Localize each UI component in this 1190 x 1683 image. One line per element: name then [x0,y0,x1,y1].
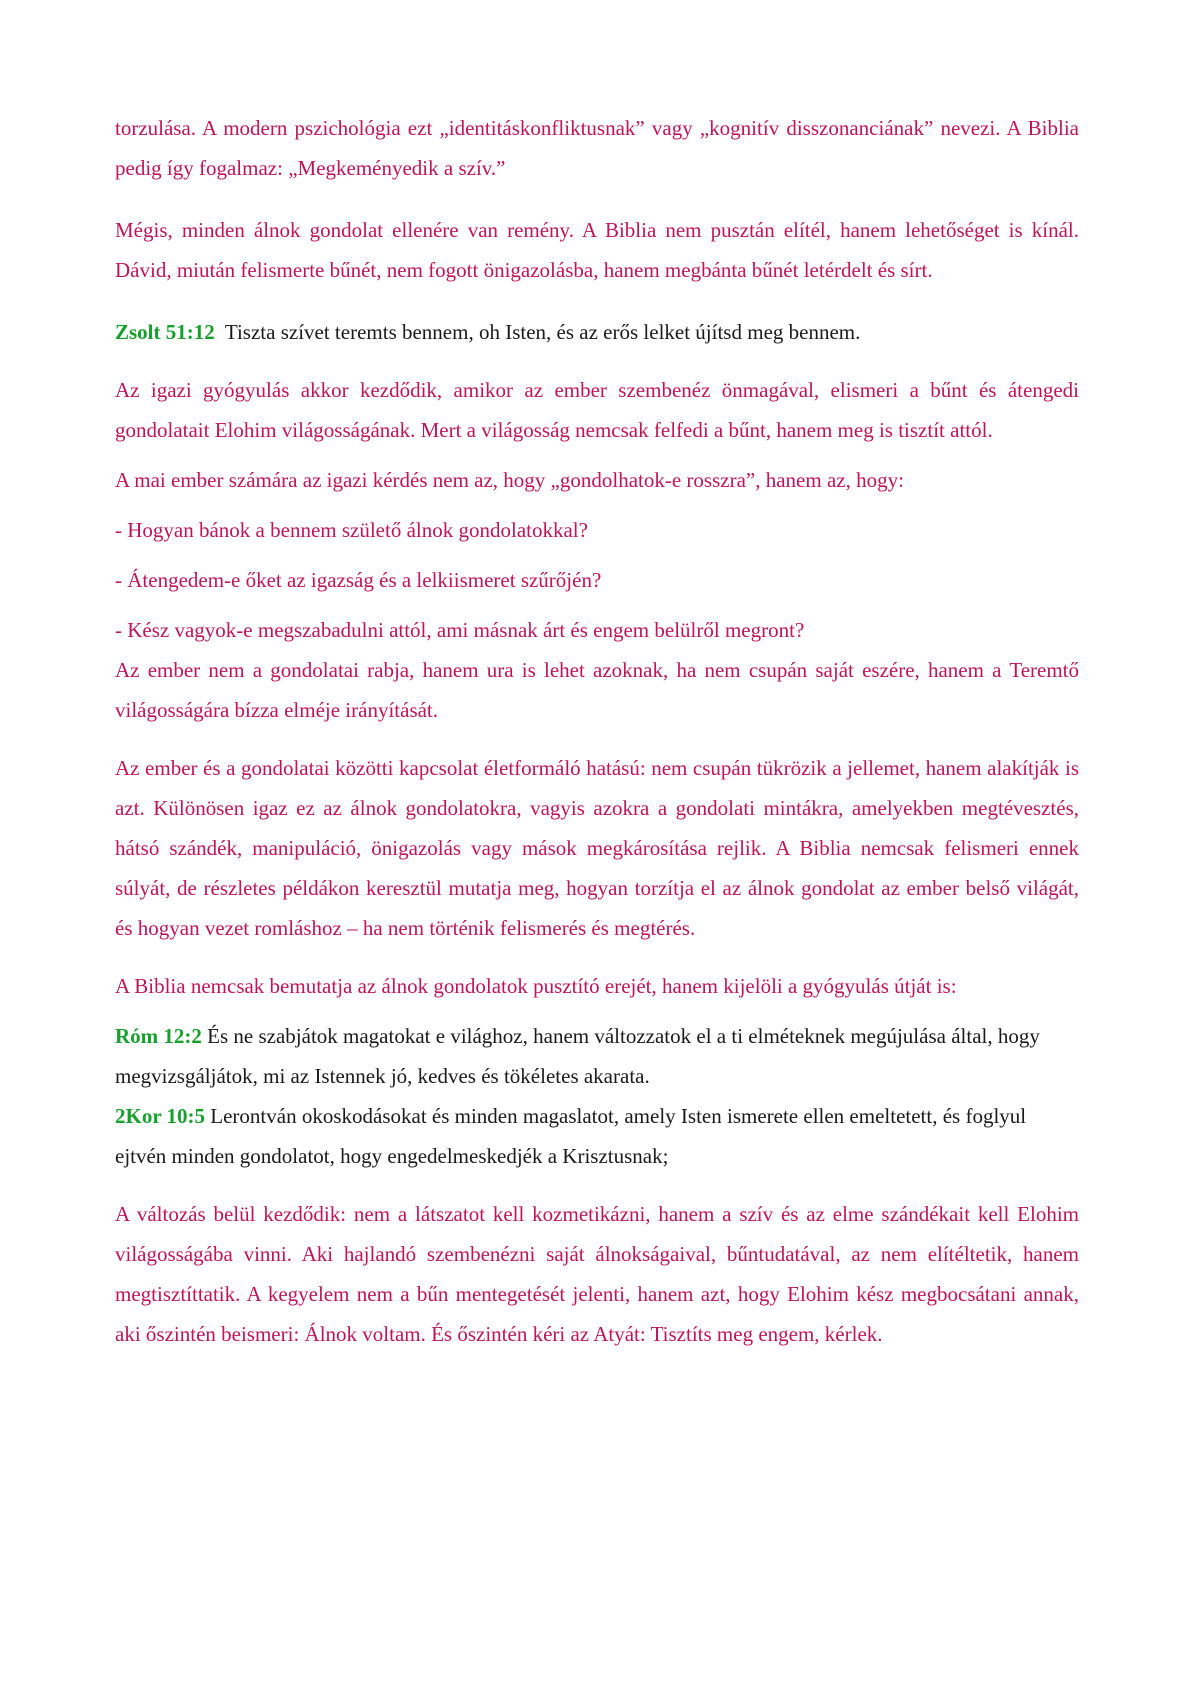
verse-reference: Róm 12:2 [115,1024,202,1048]
paragraph-change-within: A változás belül kezdődik: nem a látszatot kell kozmetikázni, hanem a szív és az elme szándékait kell Elohim világosságába vinni. Aki hajlandó szembenézni saját álnokságaival, bűntudatával, az nem elítéltetik, hanem megtisztíttatik. A kegyelem nem a bűn mentegetését jelenti, hanem azt, hogy Elohim kész megbocsátani annak, aki őszintén beismeri: Álnok voltam. És őszintén kéri az Atyát: Tisztíts meg engem, kérlek. [115,1202,1079,1346]
list-item-question-1: - Hogyan bánok a bennem születő álnok gondolatokkal? [115,518,588,542]
document-page [115,108,1079,1354]
list-item-question-2: - Átengedem-e őket az igazság és a lelkiismeret szűrőjén? [115,568,602,592]
verse-text: És ne szabjátok magatokat e világhoz, hanem változzatok el a ti elméteknek megújulása által, hogy megvizsgáljátok, mi az Istennek jó, kedves és tökéletes akarata. [115,1024,1040,1088]
paragraph-hope: Mégis, minden álnok gondolat ellenére van remény. A Biblia nem pusztán elítél, hanem lehetőséget is kínál. Dávid, miután felismerte bűnét, nem fogott önigazolásba, hanem megbánta bűnét letérdelt és sírt. [115,218,1079,282]
list-item-question-3: - Kész vagyok-e megszabadulni attól, ami másnak árt és engem belülről megront? [115,618,805,642]
verse-text: Lerontván okoskodásokat és minden magaslatot, amely Isten ismerete ellen emeltetett, és foglyul ejtvén minden gondolatot, hogy engedelmeskedjék a Krisztusnak; [115,1104,1027,1168]
verse-romans-12-2 [115,1016,1079,1096]
verse-psalm-51-12 [115,312,1079,352]
paragraph-healing: Az igazi gyógyulás akkor kezdődik, amikor az ember szembenéz önmagával, elismeri a bűnt és átengedi gondolatait Elohim világosságának. Mert a világosság nemcsak felfedi a bűnt, hanem meg is tisztít attól. [115,378,1079,442]
paragraph-identity-conflict: torzulása. A modern pszichológia ezt „identitáskonfliktusnak” vagy „kognitív disszonanciának” nevezi. A Biblia pedig így fogalmaz: „Megkeményedik a szív.” [115,116,1079,180]
paragraph-question-intro: A mai ember számára az igazi kérdés nem az, hogy „gondolhatok-e rosszra”, hanem az, hogy: [115,468,904,492]
paragraph-path-of-healing: A Biblia nemcsak bemutatja az álnok gondolatok pusztító erejét, hanem kijelöli a gyógyulás útját is: [115,974,957,998]
verse-reference: Zsolt 51:12 [115,320,215,344]
paragraph-master-of-thoughts: Az ember nem a gondolatai rabja, hanem ura is lehet azoknak, ha nem csupán saját eszére, hanem a Teremtő világosságára bízza elméje irányítását. [115,658,1079,722]
paragraph-thought-relationship: Az ember és a gondolatai közötti kapcsolat életformáló hatású: nem csupán tükrözik a jellemet, hanem alakítják is azt. Különösen igaz ez az álnok gondolatokra, vagyis azokra a gondolati mintákra, amelyekben megtévesztés, hátsó szándék, manipuláció, önigazolás vagy mások megkárosítása rejlik. A Biblia nemcsak felismeri ennek súlyát, de részletes példákon keresztül mutatja meg, hogyan torzítja el az álnok gondolat az ember belső világát, és hogyan vezet romláshoz – ha nem történik felismerés és megtérés. [115,756,1079,940]
verse-text: Tiszta szívet teremts bennem, oh Isten, és az erős lelket újítsd meg bennem. [224,320,861,344]
verse-reference: 2Kor 10:5 [115,1104,206,1128]
verse-2-corinthians-10-5 [115,1096,1079,1176]
